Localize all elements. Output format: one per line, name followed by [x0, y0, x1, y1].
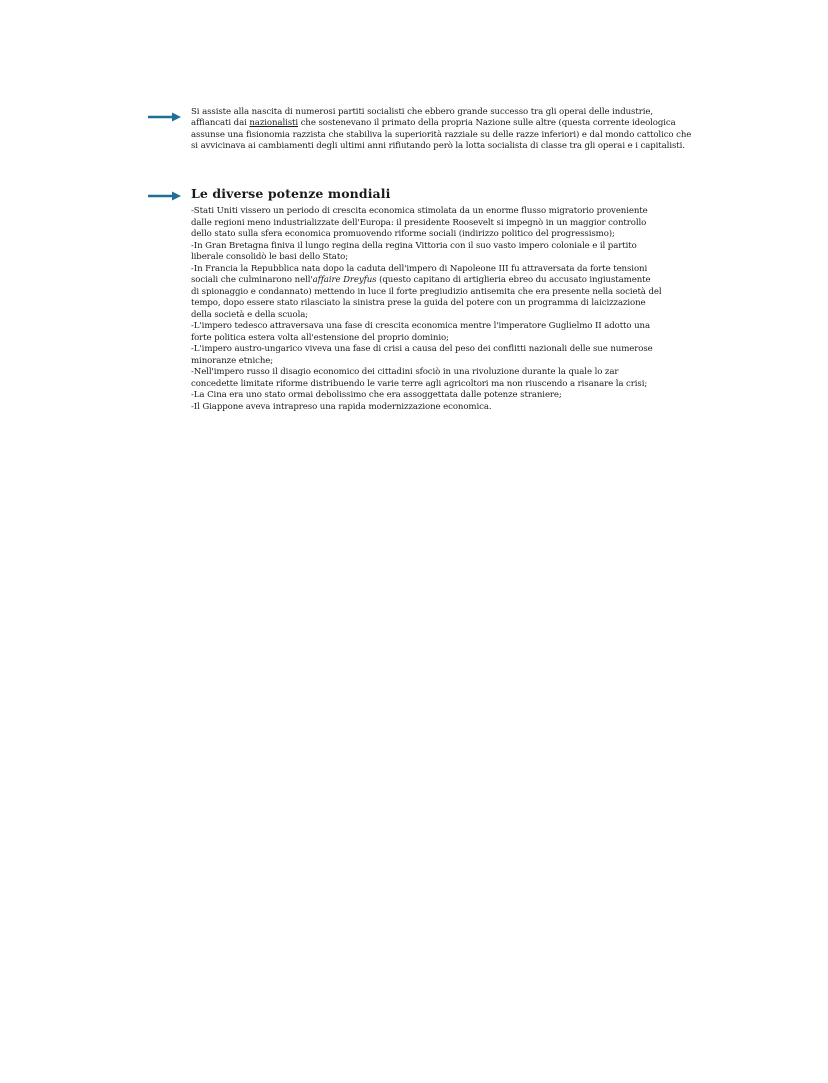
arrow-right-icon	[148, 191, 182, 201]
paragraph-line: dalle regioni meno industrializzate dell'Europa: il presidente Roosevelt si impegnò in un maggior controllo	[191, 217, 647, 228]
paragraph-line: liberale consolidò le basi dello Stato;	[191, 252, 349, 262]
paragraph-line: dello stato sulla sfera economica promuovendo riforme sociali (indirizzo politico del progressismo);	[191, 229, 615, 239]
paragraph-line	[191, 275, 691, 287]
paragraph-line: -L'impero tedesco attraversava una fase di crescita economica mentre l'imperatore Guglielmo II adotto una	[191, 321, 650, 331]
underlined-term: nazionalisti	[249, 118, 299, 129]
text-fragment: che sostenevano il primato della propria Nazione sulle altre (questa corrente ideologica	[298, 118, 676, 129]
powers-paragraph	[191, 206, 691, 413]
paragraph-line: -Stati Uniti vissero un periodo di crescita economica stimolata da un enorme flusso migratorio proveniente	[191, 206, 648, 216]
arrow-right-icon	[148, 112, 182, 122]
paragraph-line: -La Cina era uno stato ormai debolissimo che era assoggettata dalle potenze straniere;	[191, 390, 562, 400]
paragraph-line: -In Francia la Repubblica nata dopo la caduta dell'impero di Napoleone III fu attraversata da forte tensioni	[191, 263, 648, 274]
section-heading: Le diverse potenze mondiali	[191, 186, 391, 201]
paragraph-line: -Nell'impero russo il disagio economico dei cittadini sfociò in una rivoluzione durante la quale lo zar	[191, 367, 619, 377]
paragraph-line: tempo, dopo essere stato rilasciato la sinistra prese la guida del potere con un programma di laicizzazione	[191, 298, 646, 308]
paragraph-line: di spionaggio e condannato) mettendo in luce il forte pregiudizio antisemita che era presente nella società del	[191, 286, 662, 297]
paragraph-line	[191, 118, 711, 129]
paragraph-line: -In Gran Bretagna finiva il lungo regina della regina Vittoria con il suo vasto impero coloniale e il partito	[191, 240, 637, 251]
paragraph-line: concedette limitate riforme distribuendo le varie terre agli agricoltori ma non riuscendo a risanare la crisi;	[191, 378, 648, 389]
paragraph-line: assunse una fisionomia razzista che stabiliva la superiorità razziale su delle razze inferiori) e dal mondo cattolico che	[191, 129, 692, 140]
paragraph-line: si avvicinava ai cambiamenti degli ultimi anni rifiutando però la lotta socialista di classe tra gli operai e i capitalisti.	[191, 141, 685, 152]
text-fragment: (questo capitano di artiglieria ebreo du accusato ingiustamente	[376, 275, 651, 285]
paragraph-line: minoranze etniche;	[191, 355, 274, 366]
intro-paragraph	[191, 107, 711, 153]
text-fragment: affiancati dai	[191, 118, 250, 129]
paragraph-line: Si assiste alla nascita di numerosi partiti socialisti che ebbero grande successo tra gli operai delle industrie,	[191, 107, 653, 117]
text-fragment: sociali che culminarono nell'	[191, 275, 313, 285]
paragraph-line: forte politica estera volta all'estensione del proprio dominio;	[191, 332, 449, 343]
paragraph-line: -Il Giappone aveva intrapreso una rapida modernizzazione economica.	[191, 401, 492, 412]
paragraph-line: della società e della scuola;	[191, 309, 309, 320]
italic-term: affaire Dreyfus	[312, 275, 377, 285]
paragraph-line: -L'impero austro-ungarico viveva una fase di crisi a causa del peso dei conflitti nazionali delle sue numerose	[191, 344, 653, 354]
